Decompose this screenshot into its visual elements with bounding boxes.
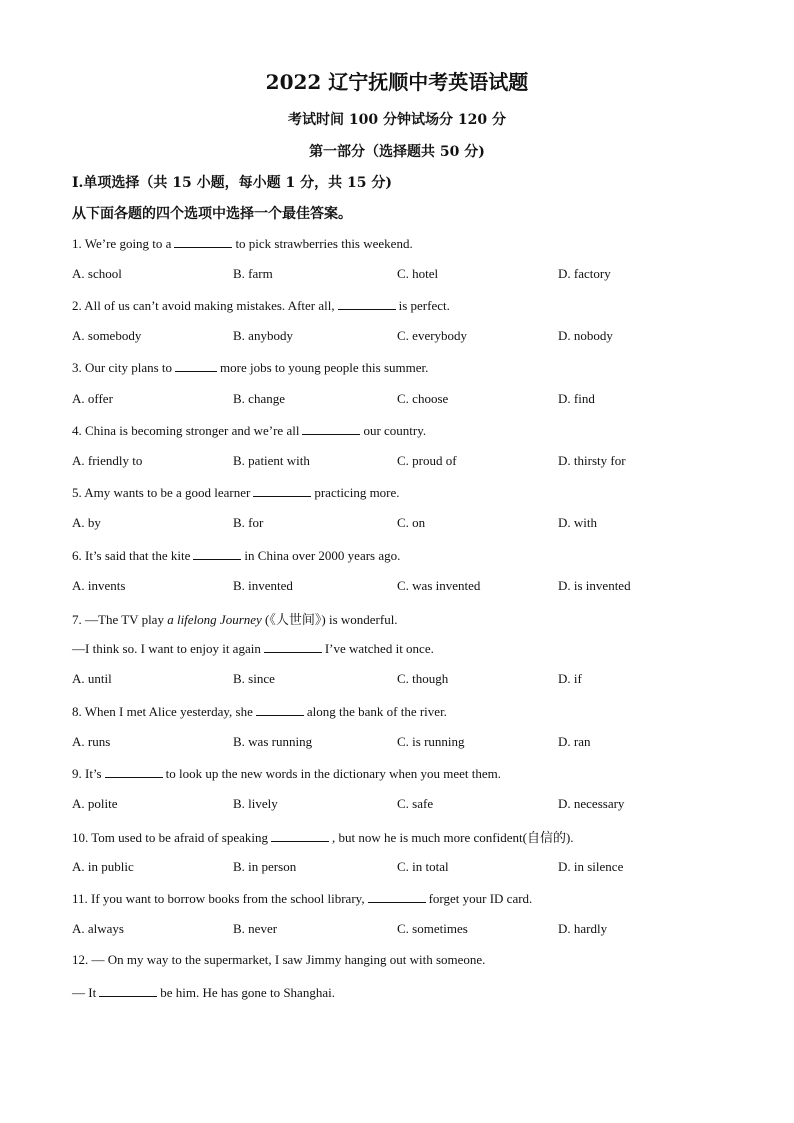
option-c: C. proud of bbox=[397, 453, 457, 468]
answer-blank bbox=[193, 547, 241, 560]
question-6: 6. It’s said that the kite in China over 2000 years ago. bbox=[72, 548, 401, 563]
option-b: B. was running bbox=[233, 734, 313, 749]
option-d: D. in silence bbox=[558, 859, 624, 874]
question-12: 12. — On my way to the supermarket, I saw Jimmy hanging out with someone. bbox=[72, 952, 486, 967]
option-b: B. invented bbox=[233, 578, 293, 593]
answer-blank bbox=[271, 829, 329, 842]
option-a: A. friendly to bbox=[72, 453, 143, 468]
answer-blank bbox=[105, 765, 163, 778]
question-1: 1. We’re going to a to pick strawberries this weekend. bbox=[72, 236, 413, 251]
options-1 bbox=[72, 266, 752, 284]
options-7 bbox=[72, 671, 752, 689]
option-d: D. thirsty for bbox=[558, 453, 626, 468]
answer-blank bbox=[256, 703, 304, 716]
exam-title: 2022 辽宁抚顺中考英语试题 bbox=[265, 70, 529, 94]
option-d: D. ran bbox=[558, 734, 591, 749]
answer-blank bbox=[174, 235, 232, 248]
option-c: C. safe bbox=[397, 796, 434, 811]
option-d: D. nobody bbox=[558, 328, 613, 343]
option-a: A. until bbox=[72, 671, 112, 686]
exam-part-heading: 第一部分（选择题共 50 分) bbox=[309, 144, 485, 160]
options-4 bbox=[72, 453, 752, 471]
question-4: 4. China is becoming stronger and we’re all our country. bbox=[72, 423, 427, 438]
option-b: B. for bbox=[233, 515, 264, 530]
section-heading: I.单项选择（共 15 小题，每小题 1 分，共 15 分) bbox=[72, 175, 392, 191]
option-a: A. somebody bbox=[72, 328, 142, 343]
question-11: 11. If you want to borrow books from the school library, forget your ID card. bbox=[72, 891, 533, 906]
option-b: B. lively bbox=[233, 796, 278, 811]
option-a: A. by bbox=[72, 515, 101, 530]
option-d: D. necessary bbox=[558, 796, 625, 811]
option-c: C. was invented bbox=[397, 578, 481, 593]
option-c: C. in total bbox=[397, 859, 449, 874]
options-2 bbox=[72, 328, 752, 346]
tv-play-title: a lifelong Journey bbox=[167, 612, 262, 627]
option-d: D. is invented bbox=[558, 578, 631, 593]
option-b: B. in person bbox=[233, 859, 297, 874]
answer-blank bbox=[368, 890, 426, 903]
option-b: B. farm bbox=[233, 266, 273, 281]
option-d: D. hardly bbox=[558, 921, 608, 936]
options-10 bbox=[72, 859, 752, 877]
exam-time-score: 考试时间 100 分钟试场分 120 分 bbox=[288, 112, 506, 128]
options-3 bbox=[72, 391, 752, 409]
options-6 bbox=[72, 578, 752, 596]
option-b: B. never bbox=[233, 921, 278, 936]
option-a: A. polite bbox=[72, 796, 118, 811]
question-5: 5. Amy wants to be a good learner practicing more. bbox=[72, 485, 400, 500]
option-a: A. in public bbox=[72, 859, 134, 874]
option-c: C. sometimes bbox=[397, 921, 468, 936]
answer-blank bbox=[338, 297, 396, 310]
option-b: B. patient with bbox=[233, 453, 310, 468]
option-c: C. on bbox=[397, 515, 426, 530]
question-9: 9. It’s to look up the new words in the dictionary when you meet them. bbox=[72, 766, 502, 781]
option-a: A. runs bbox=[72, 734, 111, 749]
option-d: D. if bbox=[558, 671, 582, 686]
option-d: D. with bbox=[558, 515, 597, 530]
answer-blank bbox=[99, 984, 157, 997]
option-c: C. everybody bbox=[397, 328, 468, 343]
option-a: A. offer bbox=[72, 391, 113, 406]
option-c: C. though bbox=[397, 671, 449, 686]
question-7: 7. —The TV play a lifelong Journey (《人世间》) is wonderful. bbox=[72, 612, 398, 627]
option-a: A. school bbox=[72, 266, 122, 281]
option-a: A. always bbox=[72, 921, 124, 936]
option-c: C. hotel bbox=[397, 266, 439, 281]
question-7-reply: —I think so. I want to enjoy it again I’ve watched it once. bbox=[72, 641, 434, 656]
option-d: D. find bbox=[558, 391, 595, 406]
option-b: B. anybody bbox=[233, 328, 293, 343]
options-11 bbox=[72, 921, 752, 939]
option-c: C. is running bbox=[397, 734, 465, 749]
question-3: 3. Our city plans to more jobs to young people this summer. bbox=[72, 360, 429, 375]
answer-blank bbox=[175, 359, 217, 372]
question-10: 10. Tom used to be afraid of speaking , but now he is much more confident(自信的). bbox=[72, 830, 574, 845]
option-c: C. choose bbox=[397, 391, 449, 406]
question-8: 8. When I met Alice yesterday, she along the bank of the river. bbox=[72, 704, 447, 719]
option-d: D. factory bbox=[558, 266, 611, 281]
answer-blank bbox=[302, 422, 360, 435]
question-12-reply: — It be him. He has gone to Shanghai. bbox=[72, 985, 335, 1000]
options-9 bbox=[72, 796, 752, 814]
options-5 bbox=[72, 515, 752, 533]
answer-blank bbox=[264, 640, 322, 653]
answer-blank bbox=[253, 484, 311, 497]
option-a: A. invents bbox=[72, 578, 126, 593]
option-b: B. change bbox=[233, 391, 285, 406]
option-b: B. since bbox=[233, 671, 275, 686]
options-8 bbox=[72, 734, 752, 752]
section-instruction: 从下面各题的四个选项中选择一个最佳答案。 bbox=[72, 206, 352, 222]
question-2: 2. All of us can’t avoid making mistakes. After all, is perfect. bbox=[72, 298, 450, 313]
